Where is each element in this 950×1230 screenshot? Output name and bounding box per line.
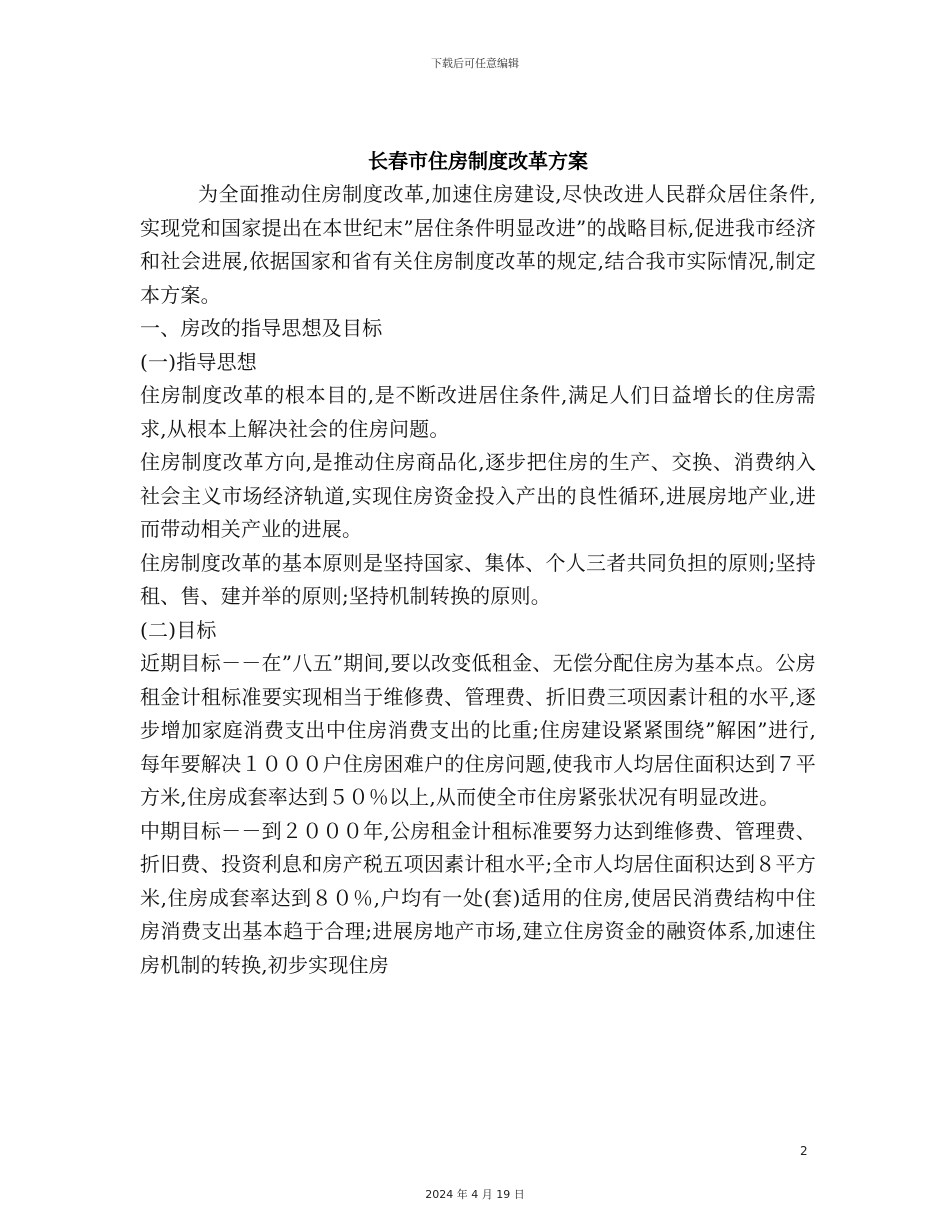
header-note: 下载后可任意编辑	[431, 57, 519, 70]
page-number: 2	[800, 1144, 808, 1158]
subsection-heading: (一)指导思想	[140, 349, 258, 374]
footer-date: 2024 年 4 月 19 日	[425, 1188, 525, 1201]
paragraph: 近期目标－－在”八五”期间,要以改变低租金、无偿分配住房为基本点。公房租金计租标准要实现相当于维修费、管理费、折旧费三项因素计租的水平,逐步增加家庭消费支出中住房消费支出的比重;住房建设紧紧围绕”解困”进行,每年要解决１０００户住房困难户的住房问题,使我市人均居住面积达到７平方米,住房成套率达到５０％以上,从而使全市住房紧张状况有明显改进。	[140, 651, 816, 809]
document-title: 长春市住房制度改革方案	[368, 149, 588, 173]
paragraph-intro: 为全面推动住房制度改革,加速住房建设,尽快改进人民群众居住条件,实现党和国家提出在本世纪末”居住条件明显改进”的战略目标,促进我市经济和社会进展,依据国家和省有关住房制度改革的规定,结合我市实际情况,制定本方案。	[140, 182, 816, 307]
subsection-heading: (二)目标	[140, 617, 217, 642]
paragraph: 住房制度改革方向,是推动住房商品化,逐步把住房的生产、交换、消费纳入社会主义市场经济轨道,实现住房资金投入产出的良性循环,进展房地产业,进而带动相关产业的进展。	[140, 450, 816, 541]
document-body	[140, 146, 816, 982]
paragraph: 住房制度改革的根本目的,是不断改进居住条件,满足人们日益增长的住房需求,从根本上解决社会的住房问题。	[140, 383, 816, 441]
paragraph: 中期目标－－到２０００年,公房租金计租标准要努力达到维修费、管理费、折旧费、投资利息和房产税五项因素计租水平;全市人均居住面积达到８平方米,住房成套率达到８０％,户均有一处(套)适用的住房,使居民消费结构中住房消费支出基本趋于合理;进展房地产市场,建立住房资金的融资体系,加速住房机制的转换,初步实现住房	[140, 818, 816, 977]
section-heading: 一、房改的指导思想及目标	[140, 316, 383, 340]
paragraph: 住房制度改革的基本原则是坚持国家、集体、个人三者共同负担的原则;坚持租、售、建并举的原则;坚持机制转换的原则。	[140, 550, 816, 608]
